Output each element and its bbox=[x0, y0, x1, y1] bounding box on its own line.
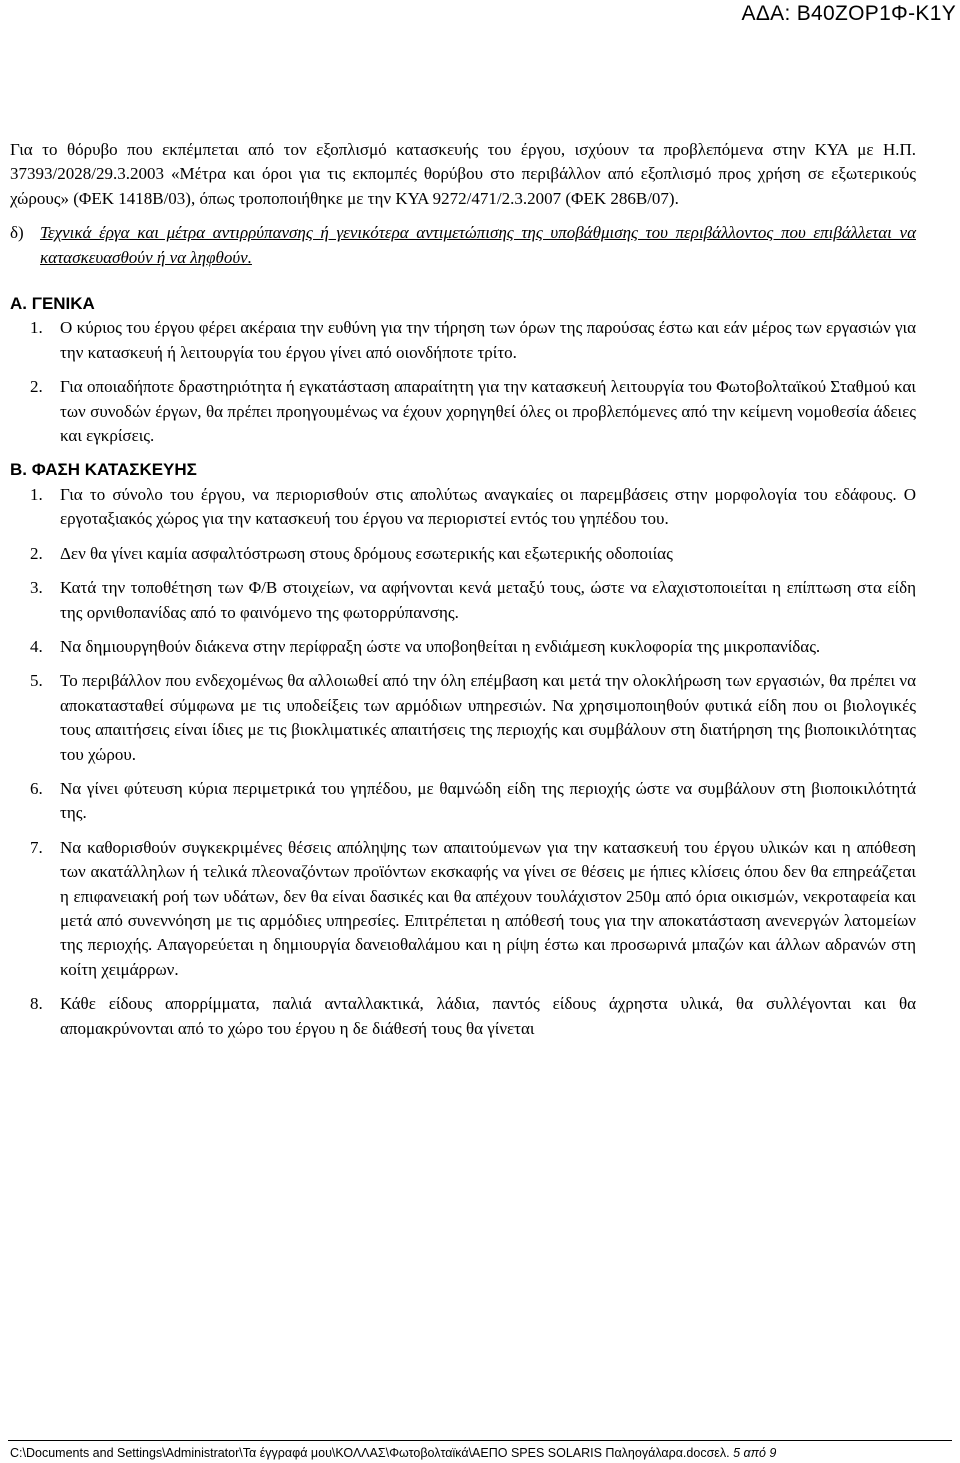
item-text: Το περιβάλλον που ενδεχομένως θα αλλοιωθεί από την όλη επέμβαση και μετά την ολοκλήρωση των εργασιών, θα πρέπει να αποκατασταθεί σύμφωνα με τις υποδείξεις των αρμόδιων υπηρεσιών. Να χρησιμοποιηθούν φυτικά είδη που οι βιολογικές τους απαιτήσεις είναι ίδιες με τις βιοκλιματικές απαιτήσεις της περιοχής και συμβάλουν στη διατήρηση της βιοποικιλότητας του χώρου. bbox=[60, 671, 916, 764]
list-item bbox=[10, 542, 916, 566]
section-a-heading: Α. ΓΕΝΙΚΑ bbox=[10, 294, 95, 314]
item-number: 7. bbox=[30, 837, 43, 857]
list-item bbox=[10, 836, 916, 982]
list-item bbox=[10, 669, 916, 767]
footer-divider bbox=[8, 1440, 952, 1441]
item-number: 8. bbox=[30, 994, 43, 1014]
section-a-list bbox=[10, 316, 916, 448]
item-number: 1. bbox=[30, 318, 43, 338]
item-number: 4. bbox=[30, 636, 43, 656]
item-text: Δεν θα γίνει καμία ασφαλτόστρωση στους δρόμους εσωτερικής και εξωτερικής οδοποιίας bbox=[60, 543, 673, 563]
list-item bbox=[10, 375, 916, 448]
item-text: Κάθε είδους απορρίμματα, παλιά ανταλλακτικά, λάδια, παντός είδους άχρηστα υλικά, θα συλλέγονται και θα απομακρύνονται από το χώρο του έργου η δε διάθεσή τους θα γίνεται bbox=[60, 994, 916, 1038]
ada-code: ΑΔΑ: Β40ΖΟΡ1Φ-Κ1Υ bbox=[741, 2, 956, 25]
section-b-heading: Β. ΦΑΣΗ ΚΑΤΑΣΚΕΥΗΣ bbox=[10, 460, 197, 480]
item-text: Ο κύριος του έργου φέρει ακέραια την ευθύνη για την τήρηση των όρων της παρούσας έστω και εάν μέρος των εργασιών για την κατασκευή ή λειτουργία του έργου γίνει από οιονδήποτε τρίτο. bbox=[60, 318, 916, 362]
subsection-delta bbox=[10, 221, 916, 270]
item-number: 1. bbox=[30, 484, 43, 504]
item-number: 2. bbox=[30, 377, 43, 397]
footer-file-path: C:\Documents and Settings\Administrator\Τα έγγραφά μου\ΚΟΛΛΑΣ\Φωτοβολταϊκά\ΑΕΠΟ SPES SOLARIS Παληογάλαρα.docσελ. bbox=[10, 1446, 730, 1460]
item-text: Να γίνει φύτευση κύρια περιμετρικά του γηπέδου, με θαμνώδη είδη της περιοχής ώστε να συμβάλουν στη βιοποικιλότητά της. bbox=[60, 778, 916, 823]
item-number: 2. bbox=[30, 543, 43, 563]
item-text: Για οποιαδήποτε δραστηριότητα ή εγκατάσταση απαραίτητη για την κατασκευή λειτουργία του Φωτοβολταϊκού Σταθμού και των συνοδών έργων, θα πρέπει προηγουμένως να έχουν χορηγηθεί όλες οι προβλεπόμενες από την κείμενη νομοθεσία άδειες και εγκρίσεις. bbox=[60, 377, 916, 446]
item-text: Κατά την τοποθέτηση των Φ/Β στοιχείων, να αφήνονται κενά μεταξύ τους, ώστε να ελαχιστοποιείται η επίπτωση στα είδη της ορνιθοπανίδας από το φαινόμενο της φωτορρύπανσης. bbox=[60, 578, 916, 622]
item-text: Να καθορισθούν συγκεκριμένες θέσεις απόληψης των απαιτούμενων για την κατασκευή του έργου υλικών και η απόθεση των ακατάλληλων ή τελικά πλεοναζόντων προϊόντων εκσκαφής να γίνει σε θέσεις με ήπιες κλίσεις όπου δεν θα επηρεάζεται η επιφανειακή ροή των υδάτων, δεν θα είναι δασικές και θα απέχουν τουλάχιστον 250μ από όρια οικισμών, νεκροταφεία και μετά από συνεννόηση με τις αρμόδιες υπηρεσίες. Επιτρέπεται η απόθεσή τους για την αποκατάσταση ανενεργών λατομείων της περιοχής. Απαγορεύεται η δημιουργία δανειοθαλάμου και η ρίψη έστω και προσωρινά μπαζών και άλλων αδρανών στη κοίτη χειμάρρων. bbox=[60, 837, 916, 979]
page-footer bbox=[10, 1446, 776, 1460]
item-number: 6. bbox=[30, 778, 43, 798]
list-item bbox=[10, 777, 916, 826]
intro-paragraph: Για το θόρυβο που εκπέμπεται από τον εξοπλισμό κατασκευής του έργου, ισχύουν τα προβλεπόμενα στην ΚΥΑ με Η.Π. 37393/2028/29.3.2003 «Μέτρα και όροι για τις εκπομπές θορύβου στο περιβάλλον από εξοπλισμό προς χρήση σε εξωτερικούς χώρους» (ΦΕΚ 1418Β/03), όπως τροποποιήθηκε με την ΚΥΑ 9272/471/2.3.2007 (ΦΕΚ 286Β/07). bbox=[10, 140, 916, 208]
subsection-delta-label: δ) bbox=[10, 223, 24, 243]
list-item bbox=[10, 576, 916, 625]
list-item bbox=[10, 992, 916, 1041]
list-item bbox=[10, 316, 916, 365]
subsection-delta-title: Τεχνικά έργα και μέτρα αντιρρύπανσης ή γενικότερα αντιμετώπισης της υποβάθμισης του περιβάλλοντος που επιβάλλεται να κατασκευασθούν ή να ληφθούν. bbox=[40, 223, 916, 267]
item-number: 5. bbox=[30, 671, 43, 691]
item-text: Για το σύνολο του έργου, να περιορισθούν στις απολύτως αναγκαίες οι παρεμβάσεις στην μορφολογία του εδάφους. Ο εργοταξιακός χώρος για την κατασκευή του έργου να περιοριστεί εντός του γηπέδου του. bbox=[60, 484, 916, 529]
footer-page-number: 5 από 9 bbox=[733, 1446, 777, 1460]
section-b-list bbox=[10, 483, 916, 1041]
item-text: Να δημιουργηθούν διάκενα στην περίφραξη ώστε να υποβοηθείται η ενδιάμεση κυκλοφορία της μικροπανίδας. bbox=[60, 636, 821, 656]
list-item bbox=[10, 483, 916, 532]
document-body bbox=[10, 138, 916, 1051]
list-item bbox=[10, 635, 916, 659]
item-number: 3. bbox=[30, 578, 43, 598]
